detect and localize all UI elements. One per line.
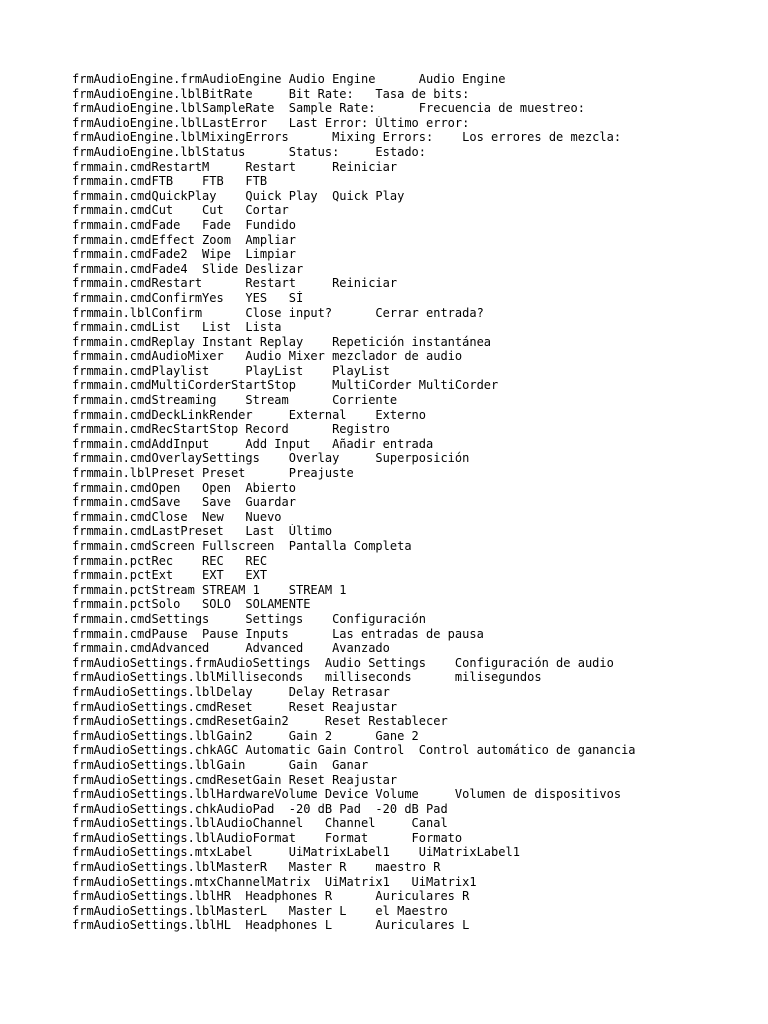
text-line: frmmain.cmdAudioMixer Audio Mixer mezclador de audio [72,349,463,364]
text-line: frmAudioSettings.lblAudioChannel Channel Canal [72,816,448,831]
text-line: frmmain.cmdScreen Fullscreen Pantalla Completa [72,539,412,553]
text-line: frmmain.cmdLastPreset Last Último [72,524,333,539]
text-line: frmmain.cmdOverlaySettings Overlay Superposición [72,451,470,466]
text-line: frmAudioEngine.lblLastError Last Error: Último error: [72,115,470,130]
text-line: frmmain.cmdSettings Settings Configuración [72,611,427,626]
text-line: frmmain.cmdFTB FTB FTB [72,174,268,189]
text-line: frmmain.cmdMultiCorderStartStop MultiCorder MultiCorder [72,378,499,393]
text-line: frmAudioSettings.lblGain2 Gain 2 Gane 2 [72,728,419,743]
text-line: frmmain.cmdConfirmYes YES SÍ [72,290,304,305]
text-line: frmAudioSettings.cmdResetGain2 Reset Restablecer [72,714,448,729]
text-line: frmmain.cmdAddInput Add Input Añadir entrada [72,436,434,451]
text-line: frmAudioEngine.lblBitRate Bit Rate: Tasa de bits: [72,86,470,101]
text-line: frmmain.cmdFade Fade Fundido [72,217,296,232]
text-line: frmmain.cmdClose New Nuevo [72,509,282,524]
text-line: frmmain.pctExt EXT EXT [72,568,268,583]
text-line: frmAudioSettings.lblMasterL Master L el Maestro [72,903,448,918]
text-line: frmAudioSettings.lblHR Headphones R Auriculares R [72,889,470,904]
text-line: frmmain.cmdPlaylist PlayList PlayList [72,363,390,378]
text-line: frmAudioSettings.frmAudioSettings Audio Settings Configuración de audio [72,655,614,670]
text-line: frmmain.lblPreset Preset Preajuste [72,466,354,481]
text-line: frmmain.pctRec REC REC [72,553,268,568]
text-line: frmmain.pctStream STREAM 1 STREAM 1 [72,582,347,597]
text-line: frmAudioEngine.lblSampleRate Sample Rate: Frecuencia de muestreo: [72,101,585,116]
text-line: frmAudioSettings.mtxLabel UiMatrixLabel1 UiMatrixLabel1 [72,845,520,860]
text-line: frmAudioSettings.cmdReset Reset Reajustar [72,699,398,714]
text-line: frmAudioSettings.chkAGC Automatic Gain Control Control automático de ganancia [72,743,636,758]
text-line: frmmain.pctSolo SOLO SOLAMENTE [72,597,311,612]
text-line: frmmain.cmdCut Cut Cortar [72,203,289,218]
text-line: frmAudioEngine.frmAudioEngine Audio Engine Audio Engine [72,72,506,86]
text-line: frmAudioSettings.lblMasterR Master R maestro R [72,860,441,875]
text-line: frmAudioEngine.lblStatus Status: Estado: [72,144,427,159]
text-line: frmAudioSettings.chkAudioPad -20 dB Pad -20 dB Pad [72,801,448,816]
text-line: frmAudioSettings.lblHL Headphones L Auriculares L [72,918,470,933]
text-line: frmmain.cmdAdvanced Advanced Avanzado [72,641,390,656]
text-line: frmmain.cmdEffect Zoom Ampliar [72,232,296,247]
text-line: frmmain.cmdFade2 Wipe Limpiar [72,247,296,262]
text-line: frmmain.cmdFade4 Slide Deslizar [72,261,304,276]
text-line: frmAudioSettings.lblDelay Delay Retrasar [72,684,390,699]
text-line: frmAudioSettings.cmdResetGain Reset Reajustar [72,772,398,787]
text-line: frmmain.cmdRecStartStop Record Registro [72,422,390,437]
text-line: frmmain.cmdStreaming Stream Corriente [72,393,398,408]
text-line: frmmain.cmdOpen Open Abierto [72,480,296,495]
text-line: frmAudioSettings.mtxChannelMatrix UiMatrix1 UiMatrix1 [72,874,477,889]
text-line: frmAudioSettings.lblGain Gain Ganar [72,757,369,772]
text-line: frmAudioSettings.lblAudioFormat Format Formato [72,830,463,845]
text-line: frmmain.cmdSave Save Guardar [72,495,296,510]
text-line: frmmain.cmdRestartM Restart Reiniciar [72,159,398,174]
text-line: frmmain.cmdRestart Restart Reiniciar [72,276,398,291]
text-line: frmmain.cmdList List Lista [72,320,282,335]
text-line: frmAudioSettings.lblHardwareVolume Device Volume Volumen de dispositivos [72,787,622,802]
text-line: frmAudioEngine.lblMixingErrors Mixing Errors: Los errores de mezcla: [72,130,622,145]
document-body [72,72,752,933]
text-line: frmmain.cmdQuickPlay Quick Play Quick Play [72,188,405,203]
text-line: frmmain.cmdPause Pause Inputs Las entradas de pausa [72,626,484,641]
text-line: frmmain.lblConfirm Close input? Cerrar entrada? [72,305,484,320]
text-line: frmmain.cmdReplay Instant Replay Repetición instantánea [72,334,492,349]
text-line: frmAudioSettings.lblMilliseconds milliseconds milisegundos [72,670,542,685]
text-line: frmmain.cmdDeckLinkRender External Externo [72,407,427,422]
